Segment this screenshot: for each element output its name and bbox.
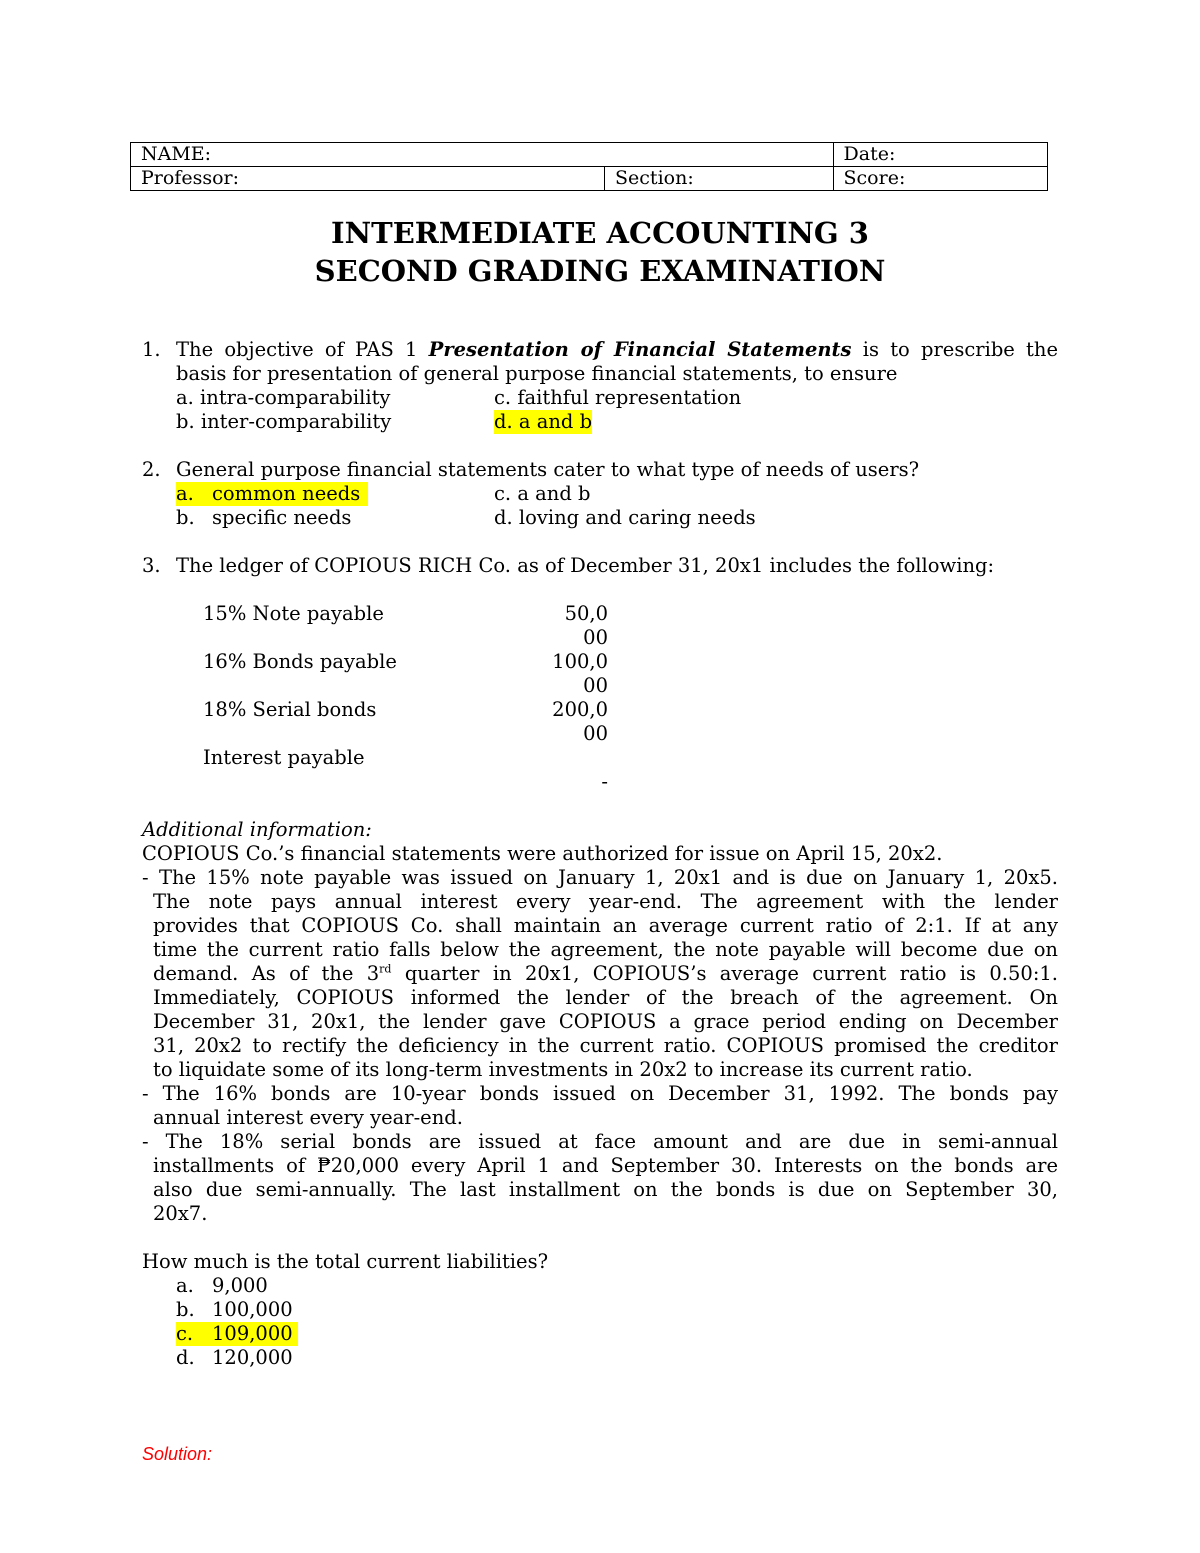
q2-text: General purpose financial statements cater to what type of needs of users?: [176, 458, 920, 481]
q1-text-b: is to prescribe the: [851, 338, 1058, 361]
ledger-amount: 200,0: [552, 698, 608, 721]
name-label: NAME:: [141, 143, 212, 165]
bullet1-line: provides that COPIOUS Co. shall maintain an average current ratio of 2:1. If at any: [153, 914, 1058, 937]
additional-info-line: COPIOUS Co.’s financial statements were authorized for issue on April 15, 20x2.: [142, 842, 943, 865]
additional-info-heading: Additional information:: [142, 818, 372, 841]
q1-option-b: b. inter-comparability: [176, 410, 392, 433]
q3-question: How much is the total current liabilities?: [142, 1250, 549, 1273]
q3-option-value: 9,000: [212, 1274, 268, 1297]
q1-text-line2: basis for presentation of general purpose financial statements, to ensure: [176, 362, 898, 385]
bullet1-line: The note pays annual interest every year-end. The agreement with the lender: [153, 890, 1058, 913]
bullet3-line: also due semi-annually. The last installment on the bonds is due on September 30,: [153, 1178, 1058, 1201]
score-label: Score:: [843, 167, 906, 189]
q1-number: 1.: [142, 338, 161, 361]
bullet1-line: [153, 962, 1058, 986]
professor-cell: [131, 167, 605, 191]
q2-number: 2.: [142, 458, 161, 481]
exam-title-line2: SECOND GRADING EXAMINATION: [314, 254, 886, 288]
bullet1-line: - The 15% note payable was issued on January 1, 20x1 and is due on January 1, 20x5.: [142, 866, 1058, 889]
q1-option-d-answer: d. a and b: [494, 410, 593, 433]
ordinal-superscript: rd: [379, 962, 392, 976]
q2-option-b-letter: b.: [176, 506, 195, 529]
exam-title-line1: INTERMEDIATE ACCOUNTING 3: [331, 216, 869, 250]
q1-text-italic: Presentation of Financial Statements: [428, 338, 852, 361]
ledger-amount-cont: 00: [583, 722, 608, 745]
ledger-amount: 100,0: [552, 650, 608, 673]
q1-text: [176, 338, 1058, 362]
q3-option-letter: c.: [176, 1322, 194, 1345]
ledger-label: 16% Bonds payable: [203, 650, 397, 673]
q3-option-letter: d.: [176, 1346, 195, 1369]
q3-option-c-answer: [176, 1322, 298, 1346]
q2-option-c: c. a and b: [494, 482, 591, 505]
bullet2-line: - The 16% bonds are 10-year bonds issued on December 31, 1992. The bonds pay: [142, 1082, 1058, 1105]
ledger-label: 18% Serial bonds: [203, 698, 377, 721]
ledger-amount-cont: 00: [583, 626, 608, 649]
name-cell: [131, 143, 834, 167]
bullet1-line: Immediately, COPIOUS informed the lender of the breach of the agreement. On: [153, 986, 1058, 1009]
bullet1-line: 31, 20x2 to rectify the deficiency in the current ratio. COPIOUS promised the creditor: [153, 1034, 1058, 1057]
section-cell: [605, 167, 833, 191]
ledger-label: Interest payable: [203, 746, 365, 769]
q1-text-a: The objective of PAS 1: [176, 338, 429, 361]
q2-option-a-letter: a.: [176, 482, 194, 505]
q3-option-letter: a.: [176, 1274, 194, 1297]
date-cell: [833, 143, 1047, 167]
student-info-table: [130, 142, 1048, 191]
q3-option-value: 100,000: [212, 1298, 293, 1321]
professor-label: Professor:: [141, 167, 240, 189]
q2-option-a-answer: [176, 482, 368, 506]
q3-option-letter: b.: [176, 1298, 195, 1321]
section-label: Section:: [615, 167, 694, 189]
ledger-amount-cont: -: [601, 770, 608, 793]
solution-label: Solution:: [142, 1444, 213, 1464]
bullet1-demand-a: demand. As of the 3: [153, 962, 380, 985]
q2-option-b-text: specific needs: [212, 506, 352, 529]
q1-option-c: c. faithful representation: [494, 386, 742, 409]
bullet3-line: 20x7.: [153, 1202, 208, 1225]
date-label: Date:: [843, 143, 896, 165]
bullet1-demand-b: quarter in 20x1, COPIOUS’s average current ratio is 0.50:1.: [391, 962, 1058, 985]
ledger-amount-cont: 00: [583, 674, 608, 697]
ledger-label: 15% Note payable: [203, 602, 384, 625]
q3-option-value: 120,000: [212, 1346, 293, 1369]
bullet1-line: to liquidate some of its long-term investments in 20x2 to increase its current ratio.: [153, 1058, 973, 1081]
q2-option-d: d. loving and caring needs: [494, 506, 756, 529]
q3-option-value: 109,000: [212, 1322, 293, 1345]
q3-number: 3.: [142, 554, 161, 577]
bullet2-line: annual interest every year-end.: [153, 1106, 463, 1129]
ledger-amount: 50,0: [564, 602, 608, 625]
q3-text: The ledger of COPIOUS RICH Co. as of December 31, 20x1 includes the following:: [176, 554, 995, 577]
bullet3-line: installments of ₱20,000 every April 1 and September 30. Interests on the bonds are: [153, 1154, 1058, 1177]
bullet1-line: December 31, 20x1, the lender gave COPIOUS a grace period ending on December: [153, 1010, 1058, 1033]
q1-option-a: a. intra-comparability: [176, 386, 391, 409]
score-cell: [833, 167, 1047, 191]
q2-option-a-text: common needs: [212, 482, 361, 505]
bullet1-line: time the current ratio falls below the agreement, the note payable will become due on: [153, 938, 1058, 961]
bullet3-line: - The 18% serial bonds are issued at face amount and are due in semi-annual: [142, 1130, 1058, 1153]
